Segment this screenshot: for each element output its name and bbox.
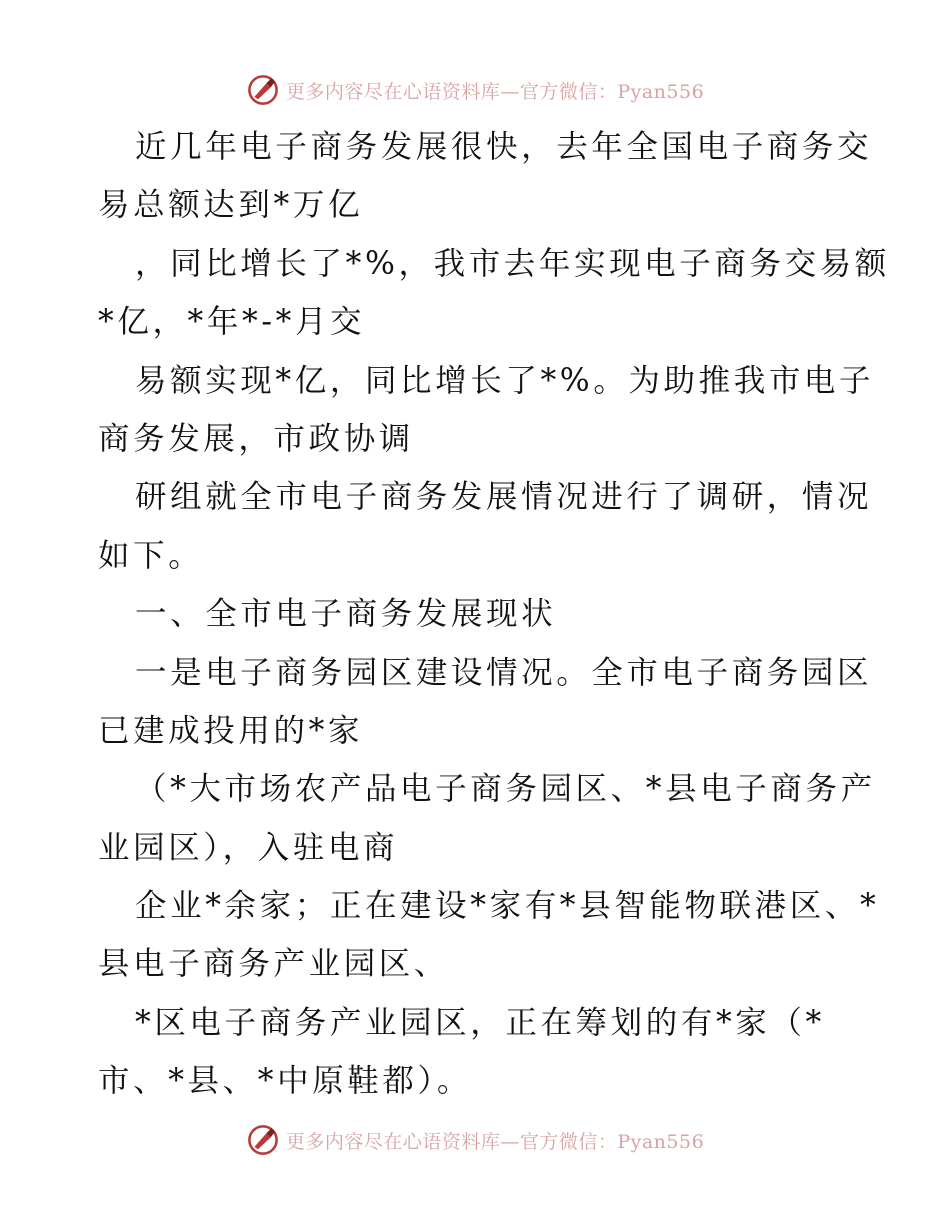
footer-banner-text: 更多内容尽在心语资料库—官方微信：Pyan556 xyxy=(285,1130,705,1153)
body-line: 企业*余家；正在建设*家有*县智能物联港区、* xyxy=(135,888,880,925)
body-line: （*大市场农产品电子商务园区、*县电子商务产 xyxy=(135,771,876,808)
body-line: 研组就全市电子商务发展情况进行了调研，情况 xyxy=(135,479,873,516)
body-line: 近几年电子商务发展很快，去年全国电子商务交 xyxy=(135,129,873,165)
body-line: 县电子商务产业园区、 xyxy=(98,946,450,983)
body-text xyxy=(98,118,890,1111)
body-line: 市、*县、*中原鞋都）。 xyxy=(98,1063,472,1100)
body-line: 易总额达到*万亿 xyxy=(98,187,364,224)
footer-banner xyxy=(0,1120,950,1160)
body-line: *亿，*年*-*月交 xyxy=(98,304,366,341)
body-line: 一是电子商务园区建设情况。全市电子商务园区 xyxy=(135,654,873,691)
pen-nib-logo-icon xyxy=(246,1123,280,1157)
body-line: 易额实现*亿，同比增长了*%。为助推我市电子 xyxy=(135,362,875,399)
body-line: 商务发展，市政协调 xyxy=(98,420,414,457)
section-heading: 一、全市电子商务发展现状 xyxy=(135,596,557,633)
body-line: ，同比增长了*%，我市去年实现电子商务交易额 xyxy=(135,245,890,282)
body-line: 业园区），入驻电商 xyxy=(98,829,399,866)
header-banner-text: 更多内容尽在心语资料库—官方微信：Pyan556 xyxy=(285,80,705,103)
header-banner xyxy=(0,70,950,110)
pen-nib-logo-icon xyxy=(246,73,280,107)
body-line: 如下。 xyxy=(98,537,204,574)
body-line: 已建成投用的*家 xyxy=(98,712,364,749)
body-line: *区电子商务产业园区，正在筹划的有*家（* xyxy=(135,1004,825,1041)
